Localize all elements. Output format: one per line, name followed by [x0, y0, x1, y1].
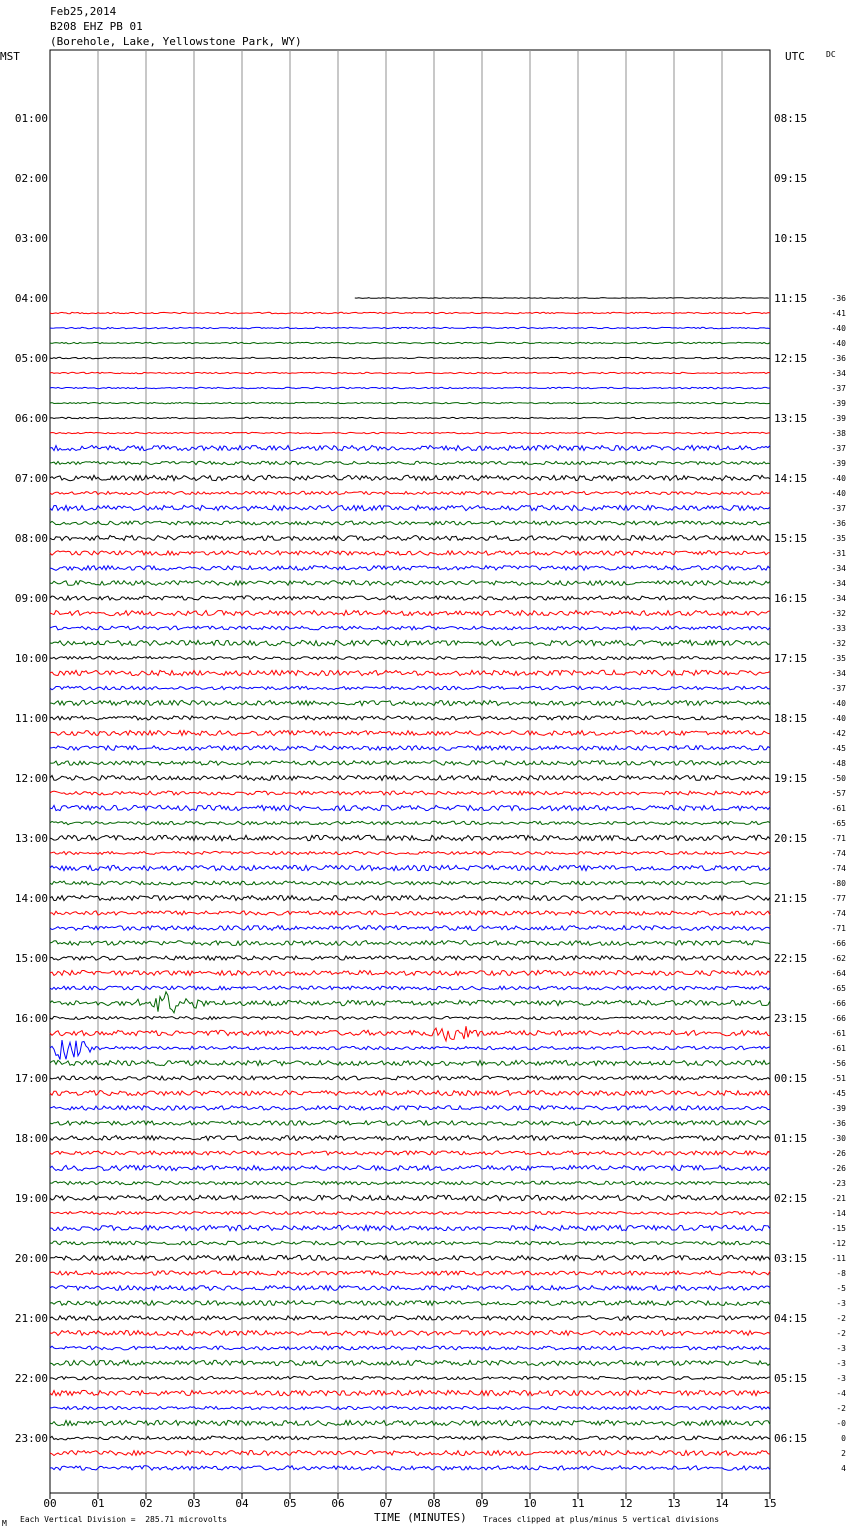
seismic-trace	[50, 911, 770, 915]
x-tick-label: 10	[523, 1497, 537, 1510]
dc-offset-label: 4	[841, 1464, 846, 1473]
seismic-trace	[50, 521, 770, 525]
seismic-trace	[50, 1106, 770, 1111]
seismic-trace	[50, 432, 770, 433]
seismic-trace	[50, 851, 770, 854]
x-tick-label: 02	[139, 1497, 153, 1510]
left-hour-label: 23:00	[14, 1432, 48, 1445]
dc-offset-label: -61	[831, 1029, 846, 1038]
seismic-trace	[50, 986, 770, 990]
dc-offset-label: 2	[841, 1449, 846, 1458]
seismic-trace	[50, 327, 770, 328]
dc-offset-label: -37	[831, 444, 846, 453]
seismic-trace	[50, 776, 770, 781]
right-hour-label: 11:15	[774, 292, 808, 305]
dc-offset-label: -36	[831, 354, 846, 363]
right-hour-label: 17:15	[774, 652, 808, 665]
right-hour-label: 20:15	[774, 832, 808, 845]
seismic-trace	[50, 610, 770, 615]
left-hour-label: 08:00	[14, 532, 48, 545]
header-station: B208 EHZ PB 01	[50, 20, 143, 33]
seismic-trace	[50, 805, 770, 810]
seismic-trace	[50, 1040, 770, 1059]
seismic-trace	[50, 1136, 770, 1141]
right-timezone: UTC	[785, 50, 805, 63]
right-hour-label: 23:15	[774, 1012, 808, 1025]
seismic-trace	[50, 1271, 770, 1275]
dc-offset-label: -3	[836, 1344, 846, 1353]
dc-offset-label: -34	[831, 594, 846, 603]
seismic-trace	[50, 1346, 770, 1350]
right-hour-label: 00:15	[774, 1072, 808, 1085]
right-hour-label: 09:15	[774, 172, 808, 185]
right-hour-label: 02:15	[774, 1192, 808, 1205]
seismic-trace	[50, 970, 770, 975]
x-tick-label: 07	[379, 1497, 393, 1510]
seismic-trace	[50, 1316, 770, 1320]
dc-offset-label: -66	[831, 939, 846, 948]
dc-offset-label: -74	[831, 849, 846, 858]
seismic-trace	[50, 357, 770, 358]
left-hour-label: 10:00	[14, 652, 48, 665]
right-hour-label: 04:15	[774, 1312, 808, 1325]
dc-offset-label: -61	[831, 1044, 846, 1053]
left-hour-label: 19:00	[14, 1192, 48, 1205]
seismic-trace	[50, 1420, 770, 1425]
dc-offset-label: -38	[831, 429, 846, 438]
dc-offset-label: -65	[831, 984, 846, 993]
x-tick-label: 06	[331, 1497, 345, 1510]
seismic-trace	[50, 731, 770, 736]
dc-offset-label: -77	[831, 894, 846, 903]
dc-offset-label: -64	[831, 969, 846, 978]
left-hour-label: 13:00	[14, 832, 48, 845]
x-tick-label: 08	[427, 1497, 441, 1510]
left-hour-label: 15:00	[14, 952, 48, 965]
seismic-trace	[50, 1076, 770, 1080]
seismic-trace	[50, 536, 770, 541]
left-hour-label: 07:00	[14, 472, 48, 485]
seismic-trace	[50, 1436, 770, 1440]
x-tick-label: 01	[91, 1497, 105, 1510]
seismic-trace	[50, 956, 770, 960]
x-tick-label: 12	[619, 1497, 633, 1510]
dc-offset-label: -4	[836, 1389, 846, 1398]
dc-offset-label: -71	[831, 924, 846, 933]
dc-offset-label: -39	[831, 414, 846, 423]
seismic-trace	[50, 402, 770, 403]
x-tick-label: 15	[763, 1497, 777, 1510]
dc-offset-label: -40	[831, 474, 846, 483]
seismic-trace	[50, 1181, 770, 1185]
left-hour-label: 14:00	[14, 892, 48, 905]
seismic-trace	[50, 941, 770, 946]
x-tick-label: 11	[571, 1497, 585, 1510]
dc-offset-label: -37	[831, 384, 846, 393]
seismic-trace	[50, 387, 770, 388]
left-hour-label: 02:00	[14, 172, 48, 185]
seismic-trace	[50, 1451, 770, 1456]
seismic-trace	[50, 475, 770, 480]
left-hour-label: 16:00	[14, 1012, 48, 1025]
dc-label: DC	[826, 50, 836, 59]
left-hour-label: 03:00	[14, 232, 48, 245]
seismic-trace	[50, 657, 770, 660]
header-location: (Borehole, Lake, Yellowstone Park, WY)	[50, 35, 302, 48]
dc-offset-label: -23	[831, 1179, 846, 1188]
plot-frame	[50, 50, 770, 1493]
dc-offset-label: -34	[831, 369, 846, 378]
dc-offset-label: -40	[831, 324, 846, 333]
seismic-trace	[50, 372, 770, 373]
seismic-trace	[50, 1060, 770, 1065]
right-hour-label: 08:15	[774, 112, 808, 125]
dc-offset-label: -50	[831, 774, 846, 783]
dc-offset-label: -66	[831, 999, 846, 1008]
dc-offset-label: -57	[831, 789, 846, 798]
seismic-trace	[50, 881, 770, 885]
seismic-trace	[50, 626, 770, 630]
dc-offset-label: -14	[831, 1209, 846, 1218]
dc-offset-label: -12	[831, 1239, 846, 1248]
dc-offset-label: -37	[831, 504, 846, 513]
dc-offset-label: -36	[831, 1119, 846, 1128]
dc-offset-label: -21	[831, 1194, 846, 1203]
seismic-trace	[50, 551, 770, 555]
dc-offset-label: -62	[831, 954, 846, 963]
dc-offset-label: -0	[836, 1419, 846, 1428]
dc-offset-label: -32	[831, 609, 846, 618]
dc-offset-label: -2	[836, 1314, 846, 1323]
dc-offset-label: -8	[836, 1269, 846, 1278]
right-hour-label: 03:15	[774, 1252, 808, 1265]
dc-offset-label: -35	[831, 654, 846, 663]
seismic-trace	[50, 865, 770, 870]
seismic-trace	[50, 1016, 770, 1019]
seismic-trace	[50, 1466, 770, 1470]
seismic-trace	[50, 505, 770, 510]
dc-offset-label: -2	[836, 1329, 846, 1338]
left-hour-label: 21:00	[14, 1312, 48, 1325]
dc-offset-label: -35	[831, 534, 846, 543]
dc-offset-label: -45	[831, 1089, 846, 1098]
dc-offset-label: -34	[831, 669, 846, 678]
left-hour-label: 22:00	[14, 1372, 48, 1385]
seismic-trace	[355, 298, 769, 299]
dc-offset-label: -40	[831, 699, 846, 708]
dc-offset-label: -39	[831, 459, 846, 468]
dc-offset-label: -15	[831, 1224, 846, 1233]
seismic-trace	[50, 716, 770, 720]
right-hour-label: 05:15	[774, 1372, 808, 1385]
x-axis-title: TIME (MINUTES)	[374, 1511, 467, 1524]
left-hour-label: 06:00	[14, 412, 48, 425]
dc-offset-label: -39	[831, 1104, 846, 1113]
left-hour-label: 05:00	[14, 352, 48, 365]
dc-offset-label: -31	[831, 549, 846, 558]
seismic-trace	[50, 761, 770, 766]
seismic-trace	[50, 896, 770, 901]
dc-offset-label: -40	[831, 339, 846, 348]
seismic-trace	[50, 1165, 770, 1170]
right-hour-label: 12:15	[774, 352, 808, 365]
left-hour-label: 04:00	[14, 292, 48, 305]
seismic-trace	[50, 445, 770, 450]
seismic-trace	[50, 1376, 770, 1379]
left-hour-label: 01:00	[14, 112, 48, 125]
left-timezone: MST	[0, 50, 20, 63]
dc-offset-label: -32	[831, 639, 846, 648]
dc-offset-label: -34	[831, 564, 846, 573]
dc-offset-label: -34	[831, 579, 846, 588]
seismic-trace	[50, 1026, 770, 1041]
seismic-trace	[50, 596, 770, 600]
x-tick-label: 14	[715, 1497, 729, 1510]
right-hour-label: 10:15	[774, 232, 808, 245]
seismic-trace	[50, 1286, 770, 1291]
dc-offset-label: -51	[831, 1074, 846, 1083]
dc-offset-label: -56	[831, 1059, 846, 1068]
seismic-trace	[50, 926, 770, 931]
dc-offset-label: -42	[831, 729, 846, 738]
seismic-trace	[50, 1212, 770, 1215]
seismic-trace	[50, 686, 770, 690]
dc-offset-label: -65	[831, 819, 846, 828]
dc-offset-label: -2	[836, 1404, 846, 1413]
x-tick-label: 13	[667, 1497, 681, 1510]
dc-offset-label: -74	[831, 909, 846, 918]
seismic-trace	[50, 581, 770, 586]
seismic-trace	[50, 566, 770, 571]
dc-offset-label: -40	[831, 489, 846, 498]
dc-offset-label: -74	[831, 864, 846, 873]
seismic-trace	[50, 670, 770, 675]
x-tick-label: 09	[475, 1497, 489, 1510]
footer-scale-note: Each Vertical Division = 285.71 microvolts	[20, 1515, 228, 1524]
dc-offset-label: -3	[836, 1359, 846, 1368]
dc-offset-label: -36	[831, 519, 846, 528]
dc-offset-label: 0	[841, 1434, 846, 1443]
left-hour-label: 11:00	[14, 712, 48, 725]
dc-offset-label: -39	[831, 399, 846, 408]
x-tick-label: 00	[43, 1497, 57, 1510]
right-hour-label: 14:15	[774, 472, 808, 485]
dc-offset-label: -5	[836, 1284, 846, 1293]
dc-offset-label: -61	[831, 804, 846, 813]
dc-offset-label: -80	[831, 879, 846, 888]
dc-offset-label: -40	[831, 714, 846, 723]
right-hour-label: 15:15	[774, 532, 808, 545]
left-hour-label: 09:00	[14, 592, 48, 605]
right-hour-label: 13:15	[774, 412, 808, 425]
x-tick-label: 05	[283, 1497, 297, 1510]
x-tick-label: 04	[235, 1497, 249, 1510]
left-hour-label: 12:00	[14, 772, 48, 785]
dc-offset-label: -26	[831, 1149, 846, 1158]
seismic-trace	[50, 417, 770, 418]
right-hour-label: 18:15	[774, 712, 808, 725]
seismic-trace	[50, 342, 770, 343]
dc-offset-label: -45	[831, 744, 846, 753]
seismic-trace	[50, 821, 770, 824]
seismic-trace	[50, 1360, 770, 1365]
seismic-trace	[50, 1406, 770, 1409]
footer-clip-note: Traces clipped at plus/minus 5 vertical divisions	[483, 1515, 720, 1524]
right-hour-label: 16:15	[774, 592, 808, 605]
x-tick-label: 03	[187, 1497, 201, 1510]
right-hour-label: 19:15	[774, 772, 808, 785]
left-hour-label: 20:00	[14, 1252, 48, 1265]
dc-offset-label: -3	[836, 1299, 846, 1308]
seismic-trace	[50, 640, 770, 645]
seismic-trace	[50, 1121, 770, 1126]
seismic-trace	[50, 1195, 770, 1200]
seismic-trace	[50, 835, 770, 840]
seismic-trace	[50, 992, 770, 1013]
right-hour-label: 22:15	[774, 952, 808, 965]
dc-offset-label: -11	[831, 1254, 846, 1263]
seismic-trace	[50, 746, 770, 751]
dc-offset-label: -41	[831, 309, 846, 318]
seismic-trace	[50, 791, 770, 795]
seismic-trace	[50, 1091, 770, 1096]
seismic-trace	[50, 1390, 770, 1395]
seismic-trace	[50, 312, 770, 313]
dc-offset-label: -36	[831, 294, 846, 303]
dc-offset-label: -26	[831, 1164, 846, 1173]
dc-offset-label: -30	[831, 1134, 846, 1143]
left-hour-label: 18:00	[14, 1132, 48, 1145]
seismic-trace	[50, 1151, 770, 1155]
dc-offset-label: -66	[831, 1014, 846, 1023]
seismic-trace	[50, 1225, 770, 1230]
dc-offset-label: -71	[831, 834, 846, 843]
seismic-trace	[50, 700, 770, 705]
dc-offset-label: -37	[831, 684, 846, 693]
seismic-trace	[50, 1331, 770, 1336]
header-date: Feb25,2014	[50, 5, 117, 18]
right-hour-label: 06:15	[774, 1432, 808, 1445]
seismic-trace	[50, 461, 770, 464]
seismic-trace	[50, 1301, 770, 1306]
seismic-trace	[50, 1241, 770, 1245]
dc-offset-label: -48	[831, 759, 846, 768]
seismic-trace	[50, 1255, 770, 1260]
dc-offset-label: -33	[831, 624, 846, 633]
right-hour-label: 01:15	[774, 1132, 808, 1145]
dc-offset-label: -3	[836, 1374, 846, 1383]
right-hour-label: 21:15	[774, 892, 808, 905]
seismic-trace	[50, 491, 770, 494]
left-hour-label: 17:00	[14, 1072, 48, 1085]
corner-mark: M	[2, 1519, 7, 1528]
